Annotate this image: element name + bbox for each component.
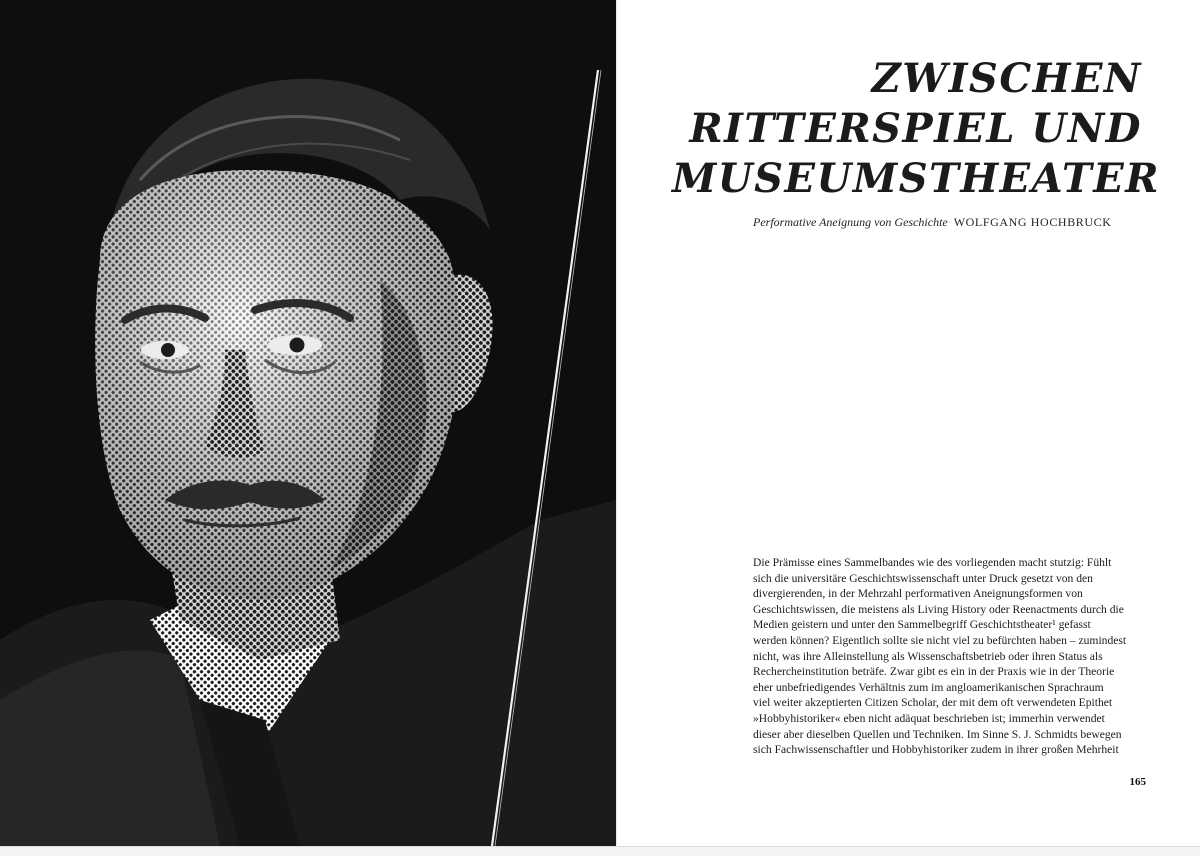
title-line: RITTERSPIEL UND: [689, 105, 1142, 152]
body-line: sich Fachwissenschaftler und Hobbyhistoriker zudem in ihrer großen Mehrheit: [753, 743, 1119, 757]
page-number: 165: [1129, 776, 1146, 788]
title-line: MUSEUMSTHEATER: [672, 155, 1160, 202]
body-line: Medien geistern und unter den Sammelbegriff Geschichtstheater¹ gefasst: [753, 618, 1091, 632]
body-line: nicht, was ihre Alleinstellung als Wissenschaftsbetrieb oder ihren Status als: [753, 649, 1103, 663]
body-line: Die Prämisse eines Sammelbandes wie des vorliegenden macht stutzig: Fühlt: [753, 556, 1112, 569]
body-line: Geschichtswissen, die meistens als Living History oder Reenactments durch die: [753, 602, 1124, 616]
body-line: divergierenden, in der Mehrzahl performativen Aneignungsformen von: [753, 587, 1083, 601]
subtitle-text: Performative Aneignung von Geschichte: [753, 215, 948, 229]
body-paragraph: [753, 555, 1145, 758]
body-line: eher unbefriedigendes Verhältnis zum im angloamerikanischen Sprachraum: [753, 680, 1104, 694]
body-line: dieser aber dieselben Quellen und Techniken. Im Sinne S. J. Schmidts bewegen: [753, 727, 1122, 741]
text-page: [616, 0, 1200, 846]
title-line: ZWISCHEN: [871, 55, 1142, 102]
author-name: WOLFGANG HOCHBRUCK: [953, 215, 1112, 229]
article-title: [672, 54, 1160, 204]
body-line: werden können? Eigentlich sollte sie nicht viel zu befürchten haben – zumindest: [753, 633, 1127, 647]
page-edge: [0, 846, 1200, 856]
body-line: viel weiter akzeptierten Citizen Scholar, der mit dem oft verwendeten Epithet: [753, 696, 1113, 710]
article-subtitle: [753, 215, 1173, 230]
body-line: Rechercheinstitution beträfe. Zwar gibt es ein in der Praxis wie in der Theorie: [753, 665, 1115, 679]
body-line: sich die universitäre Geschichtswissenschaft unter Druck gesetzt von den: [753, 571, 1093, 585]
body-line: »Hobbyhistoriker« eben nicht adäquat beschrieben ist; immerhin verwendet: [753, 711, 1105, 725]
